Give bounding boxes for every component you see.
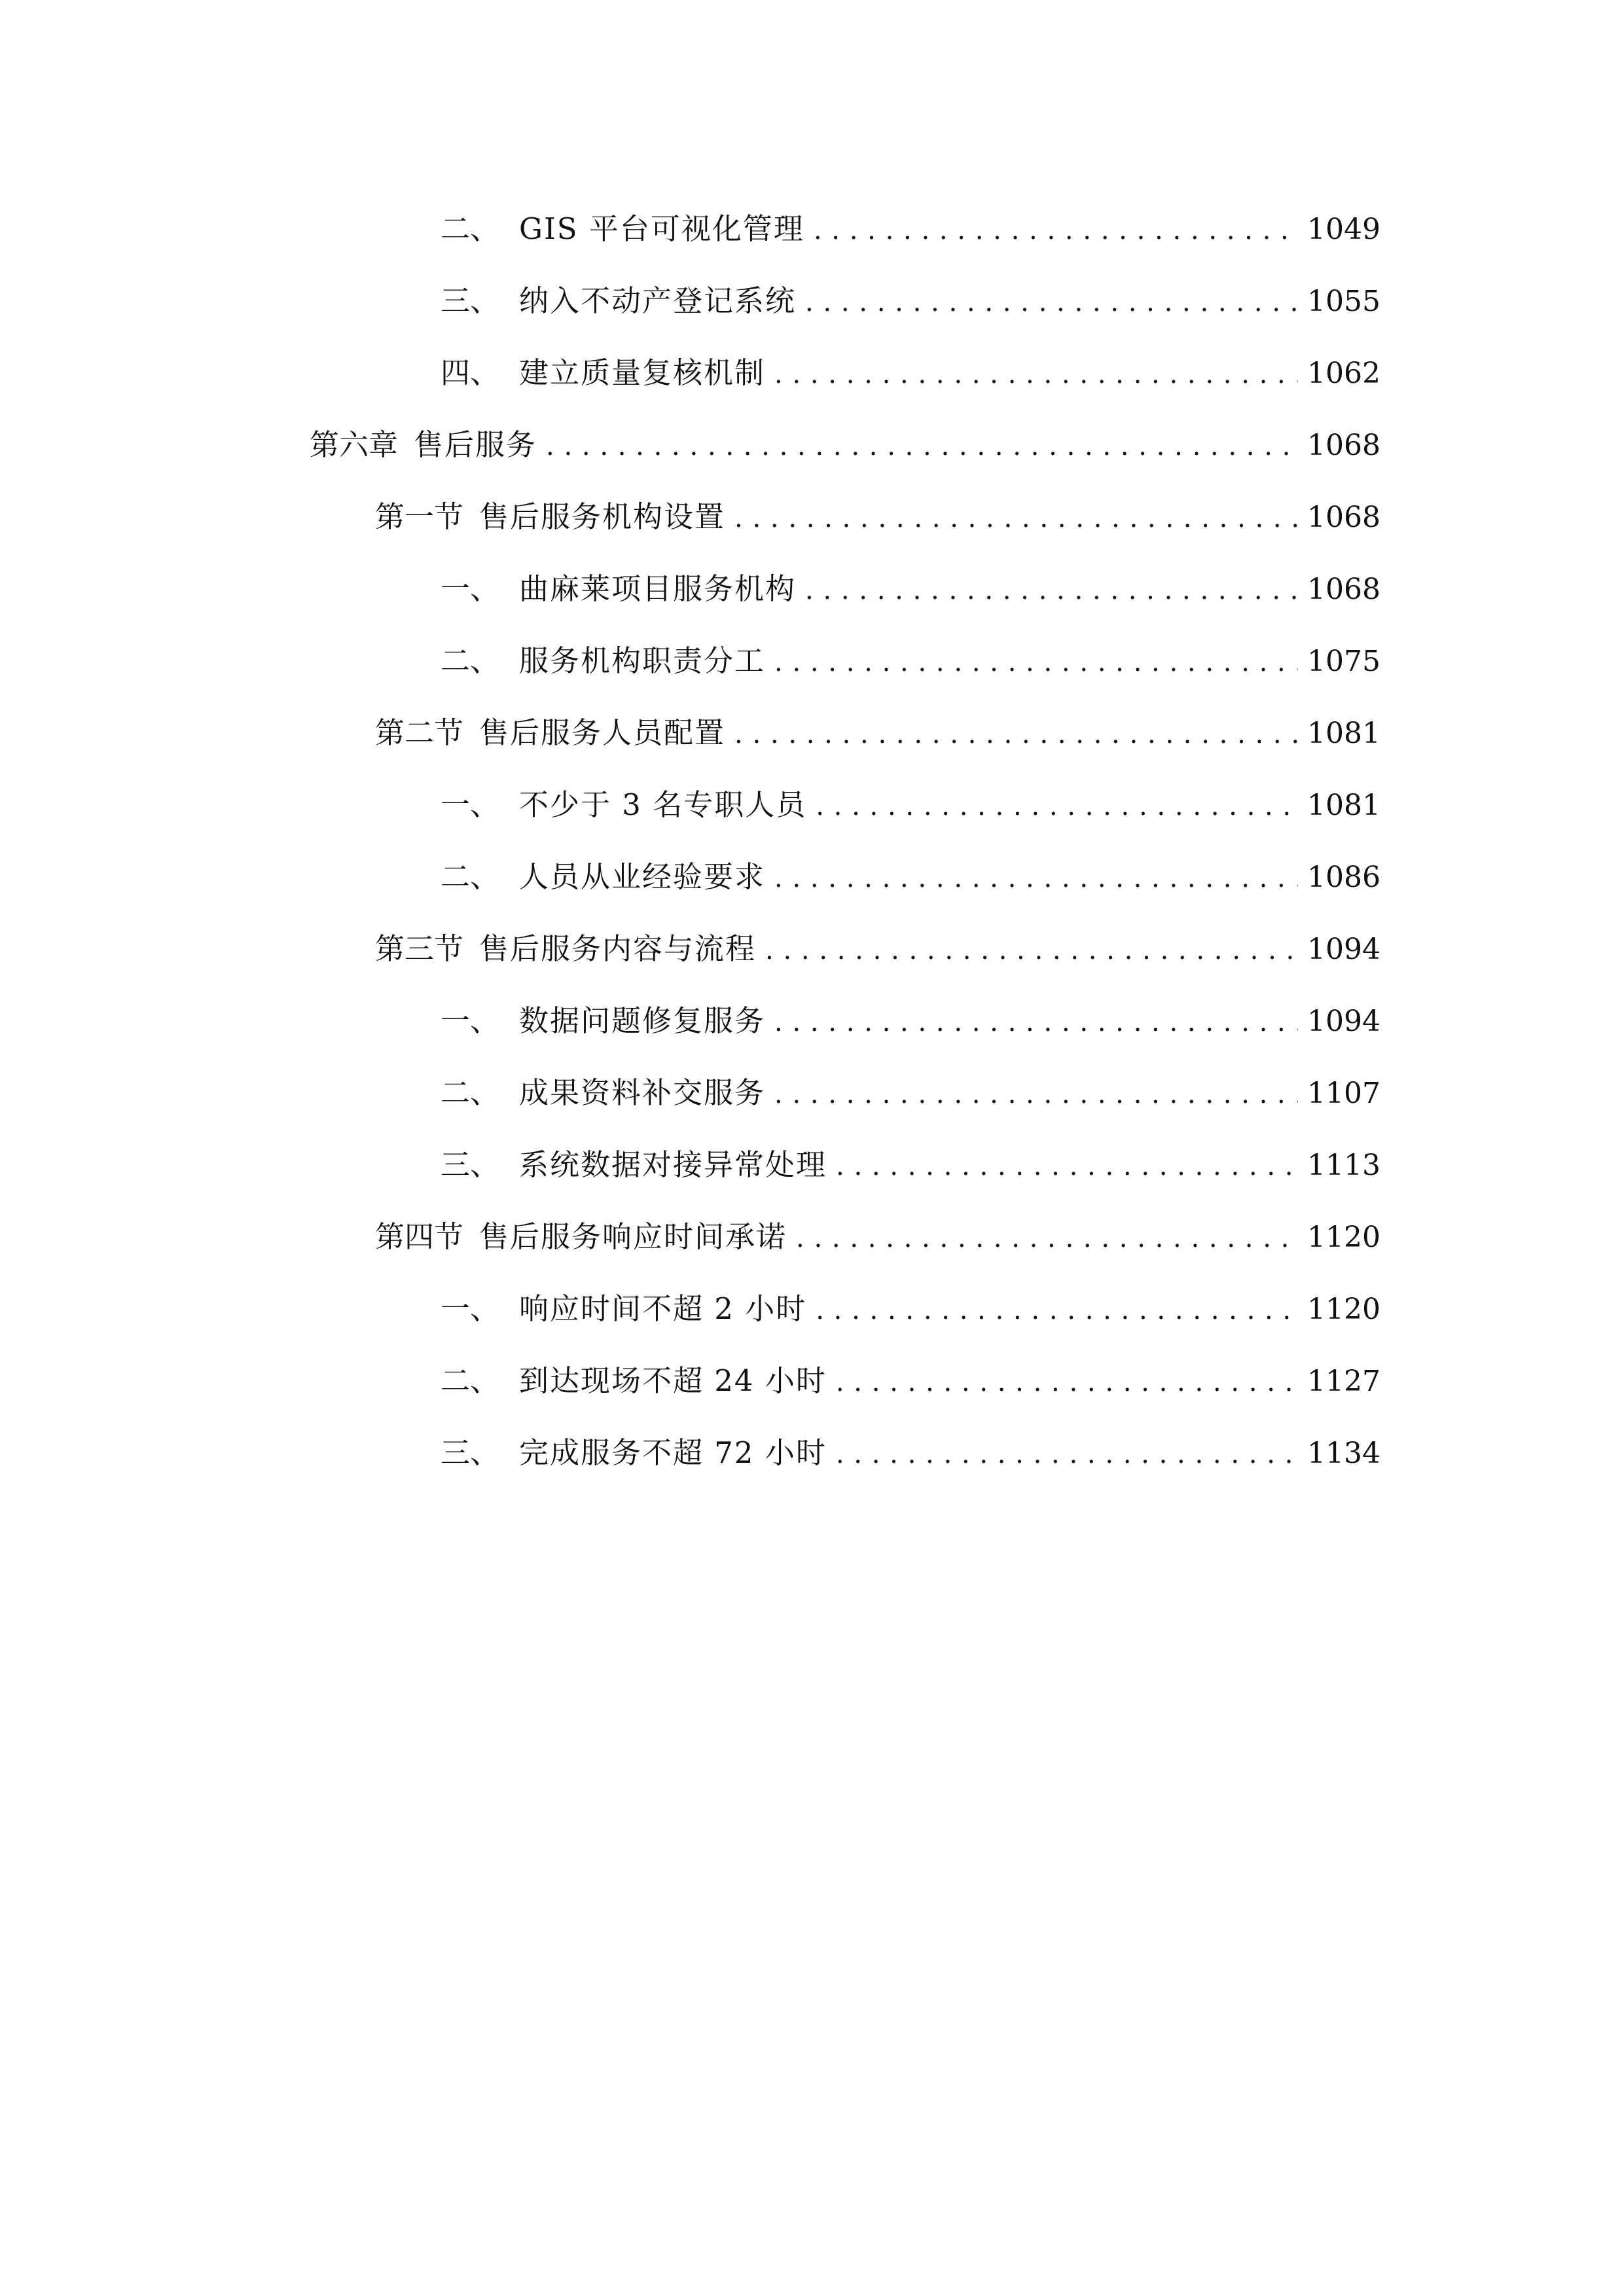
- toc-entry-page-number: 1086: [1307, 861, 1380, 894]
- toc-entry[interactable]: [441, 275, 1380, 327]
- dot-leader: [836, 1356, 1298, 1408]
- dot-leader: [805, 564, 1298, 617]
- toc-entry-title: 服务机构职责分工: [519, 643, 766, 678]
- toc-entry-title: GIS 平台可视化管理: [519, 211, 804, 246]
- toc-entry-marker: 二、: [441, 211, 500, 246]
- toc-entry-marker: 第六章: [310, 427, 399, 462]
- toc-entry-title: 建立质量复核机制: [519, 355, 766, 390]
- toc-entry-page-number: 1094: [1307, 933, 1380, 966]
- toc-entry-marker: 三、: [441, 283, 500, 318]
- toc-entry-marker: 一、: [441, 571, 500, 606]
- toc-entry-marker: 四、: [441, 355, 500, 390]
- toc-entry-title: 售后服务内容与流程: [479, 931, 757, 966]
- toc-entry-marker: 第二节: [375, 715, 464, 750]
- dot-leader: [796, 1212, 1298, 1265]
- toc-entry-marker: 三、: [441, 1435, 500, 1470]
- toc-entry[interactable]: [441, 1283, 1380, 1335]
- toc-section-entry[interactable]: [375, 1211, 1380, 1263]
- toc-entry-title: 数据问题修复服务: [519, 1003, 766, 1038]
- dot-leader: [836, 1428, 1298, 1480]
- dot-leader: [734, 708, 1298, 761]
- toc-entry-page-number: 1068: [1307, 429, 1380, 462]
- toc-entry-title: 曲麻莱项目服务机构: [519, 571, 797, 606]
- toc-entry-marker: 第四节: [375, 1219, 464, 1254]
- dot-leader: [816, 780, 1298, 833]
- toc-entry-title: 售后服务响应时间承诺: [479, 1219, 787, 1254]
- toc-entry-page-number: 1127: [1307, 1365, 1380, 1398]
- toc-entry-marker: 二、: [441, 1075, 500, 1110]
- toc-entry-title: 系统数据对接异常处理: [519, 1147, 827, 1182]
- toc-entry-page-number: 1081: [1307, 789, 1380, 822]
- toc-entry-title: 售后服务人员配置: [479, 715, 726, 750]
- toc-entry[interactable]: [441, 563, 1380, 615]
- dot-leader: [546, 420, 1298, 473]
- toc-entry-page-number: 1068: [1307, 573, 1380, 606]
- toc-entry-page-number: 1113: [1307, 1149, 1380, 1182]
- toc-entry-page-number: 1107: [1307, 1077, 1380, 1110]
- toc-entry[interactable]: [441, 851, 1380, 903]
- toc-entry-marker: 一、: [441, 787, 500, 822]
- toc-chapter-entry[interactable]: [310, 419, 1380, 471]
- toc-entry-page-number: 1134: [1307, 1437, 1380, 1470]
- toc-section-entry[interactable]: [375, 491, 1380, 543]
- toc-entry[interactable]: [441, 1139, 1380, 1191]
- dot-leader: [774, 1068, 1298, 1121]
- toc-entry-title: 到达现场不超 24 小时: [519, 1363, 827, 1398]
- toc-entry[interactable]: [441, 347, 1380, 399]
- toc-entry-marker: 一、: [441, 1291, 500, 1326]
- dot-leader: [805, 276, 1298, 329]
- toc-entry-title: 售后服务机构设置: [479, 499, 726, 534]
- toc-entry-marker: 二、: [441, 859, 500, 894]
- toc-entry-page-number: 1075: [1307, 645, 1380, 678]
- toc-entry-page-number: 1094: [1307, 1005, 1380, 1038]
- toc-entry-title: 人员从业经验要求: [519, 859, 766, 894]
- toc-entry-page-number: 1120: [1307, 1221, 1380, 1254]
- toc-entry[interactable]: [441, 635, 1380, 687]
- toc-entry-marker: 二、: [441, 1363, 500, 1398]
- toc-section-entry[interactable]: [375, 923, 1380, 975]
- toc-entry-marker: 一、: [441, 1003, 500, 1038]
- toc-entry-marker: 二、: [441, 643, 500, 678]
- toc-entry[interactable]: [441, 1355, 1380, 1407]
- toc-entry-marker: 三、: [441, 1147, 500, 1182]
- dot-leader: [734, 492, 1298, 545]
- toc-entry-page-number: 1068: [1307, 501, 1380, 534]
- dot-leader: [774, 996, 1298, 1049]
- dot-leader: [816, 1284, 1298, 1336]
- toc-entry[interactable]: [441, 203, 1380, 255]
- toc-entry-title: 完成服务不超 72 小时: [519, 1435, 827, 1470]
- toc-entry-title: 纳入不动产登记系统: [519, 283, 797, 318]
- dot-leader: [774, 348, 1298, 401]
- toc-entry-page-number: 1081: [1307, 717, 1380, 750]
- toc-entry[interactable]: [441, 779, 1380, 831]
- toc-entry-page-number: 1049: [1307, 213, 1380, 246]
- dot-leader: [774, 852, 1298, 905]
- dot-leader: [765, 924, 1298, 977]
- toc-entry-page-number: 1120: [1307, 1293, 1380, 1326]
- dot-leader: [814, 204, 1298, 257]
- toc-entry-page-number: 1062: [1307, 357, 1380, 390]
- toc-entry-title: 响应时间不超 2 小时: [519, 1291, 807, 1326]
- toc-entry-title: 成果资料补交服务: [519, 1075, 766, 1110]
- toc-entry-marker: 第三节: [375, 931, 464, 966]
- toc-entry[interactable]: [441, 995, 1380, 1047]
- toc-entry-title: 售后服务: [414, 427, 537, 462]
- dot-leader: [774, 636, 1298, 689]
- toc-entry-page-number: 1055: [1307, 285, 1380, 318]
- toc-section-entry[interactable]: [375, 707, 1380, 759]
- dot-leader: [836, 1140, 1298, 1193]
- toc-entry-marker: 第一节: [375, 499, 464, 534]
- toc-entry[interactable]: [441, 1427, 1380, 1479]
- toc-entry-title: 不少于 3 名专职人员: [519, 787, 807, 822]
- toc-entry[interactable]: [441, 1067, 1380, 1119]
